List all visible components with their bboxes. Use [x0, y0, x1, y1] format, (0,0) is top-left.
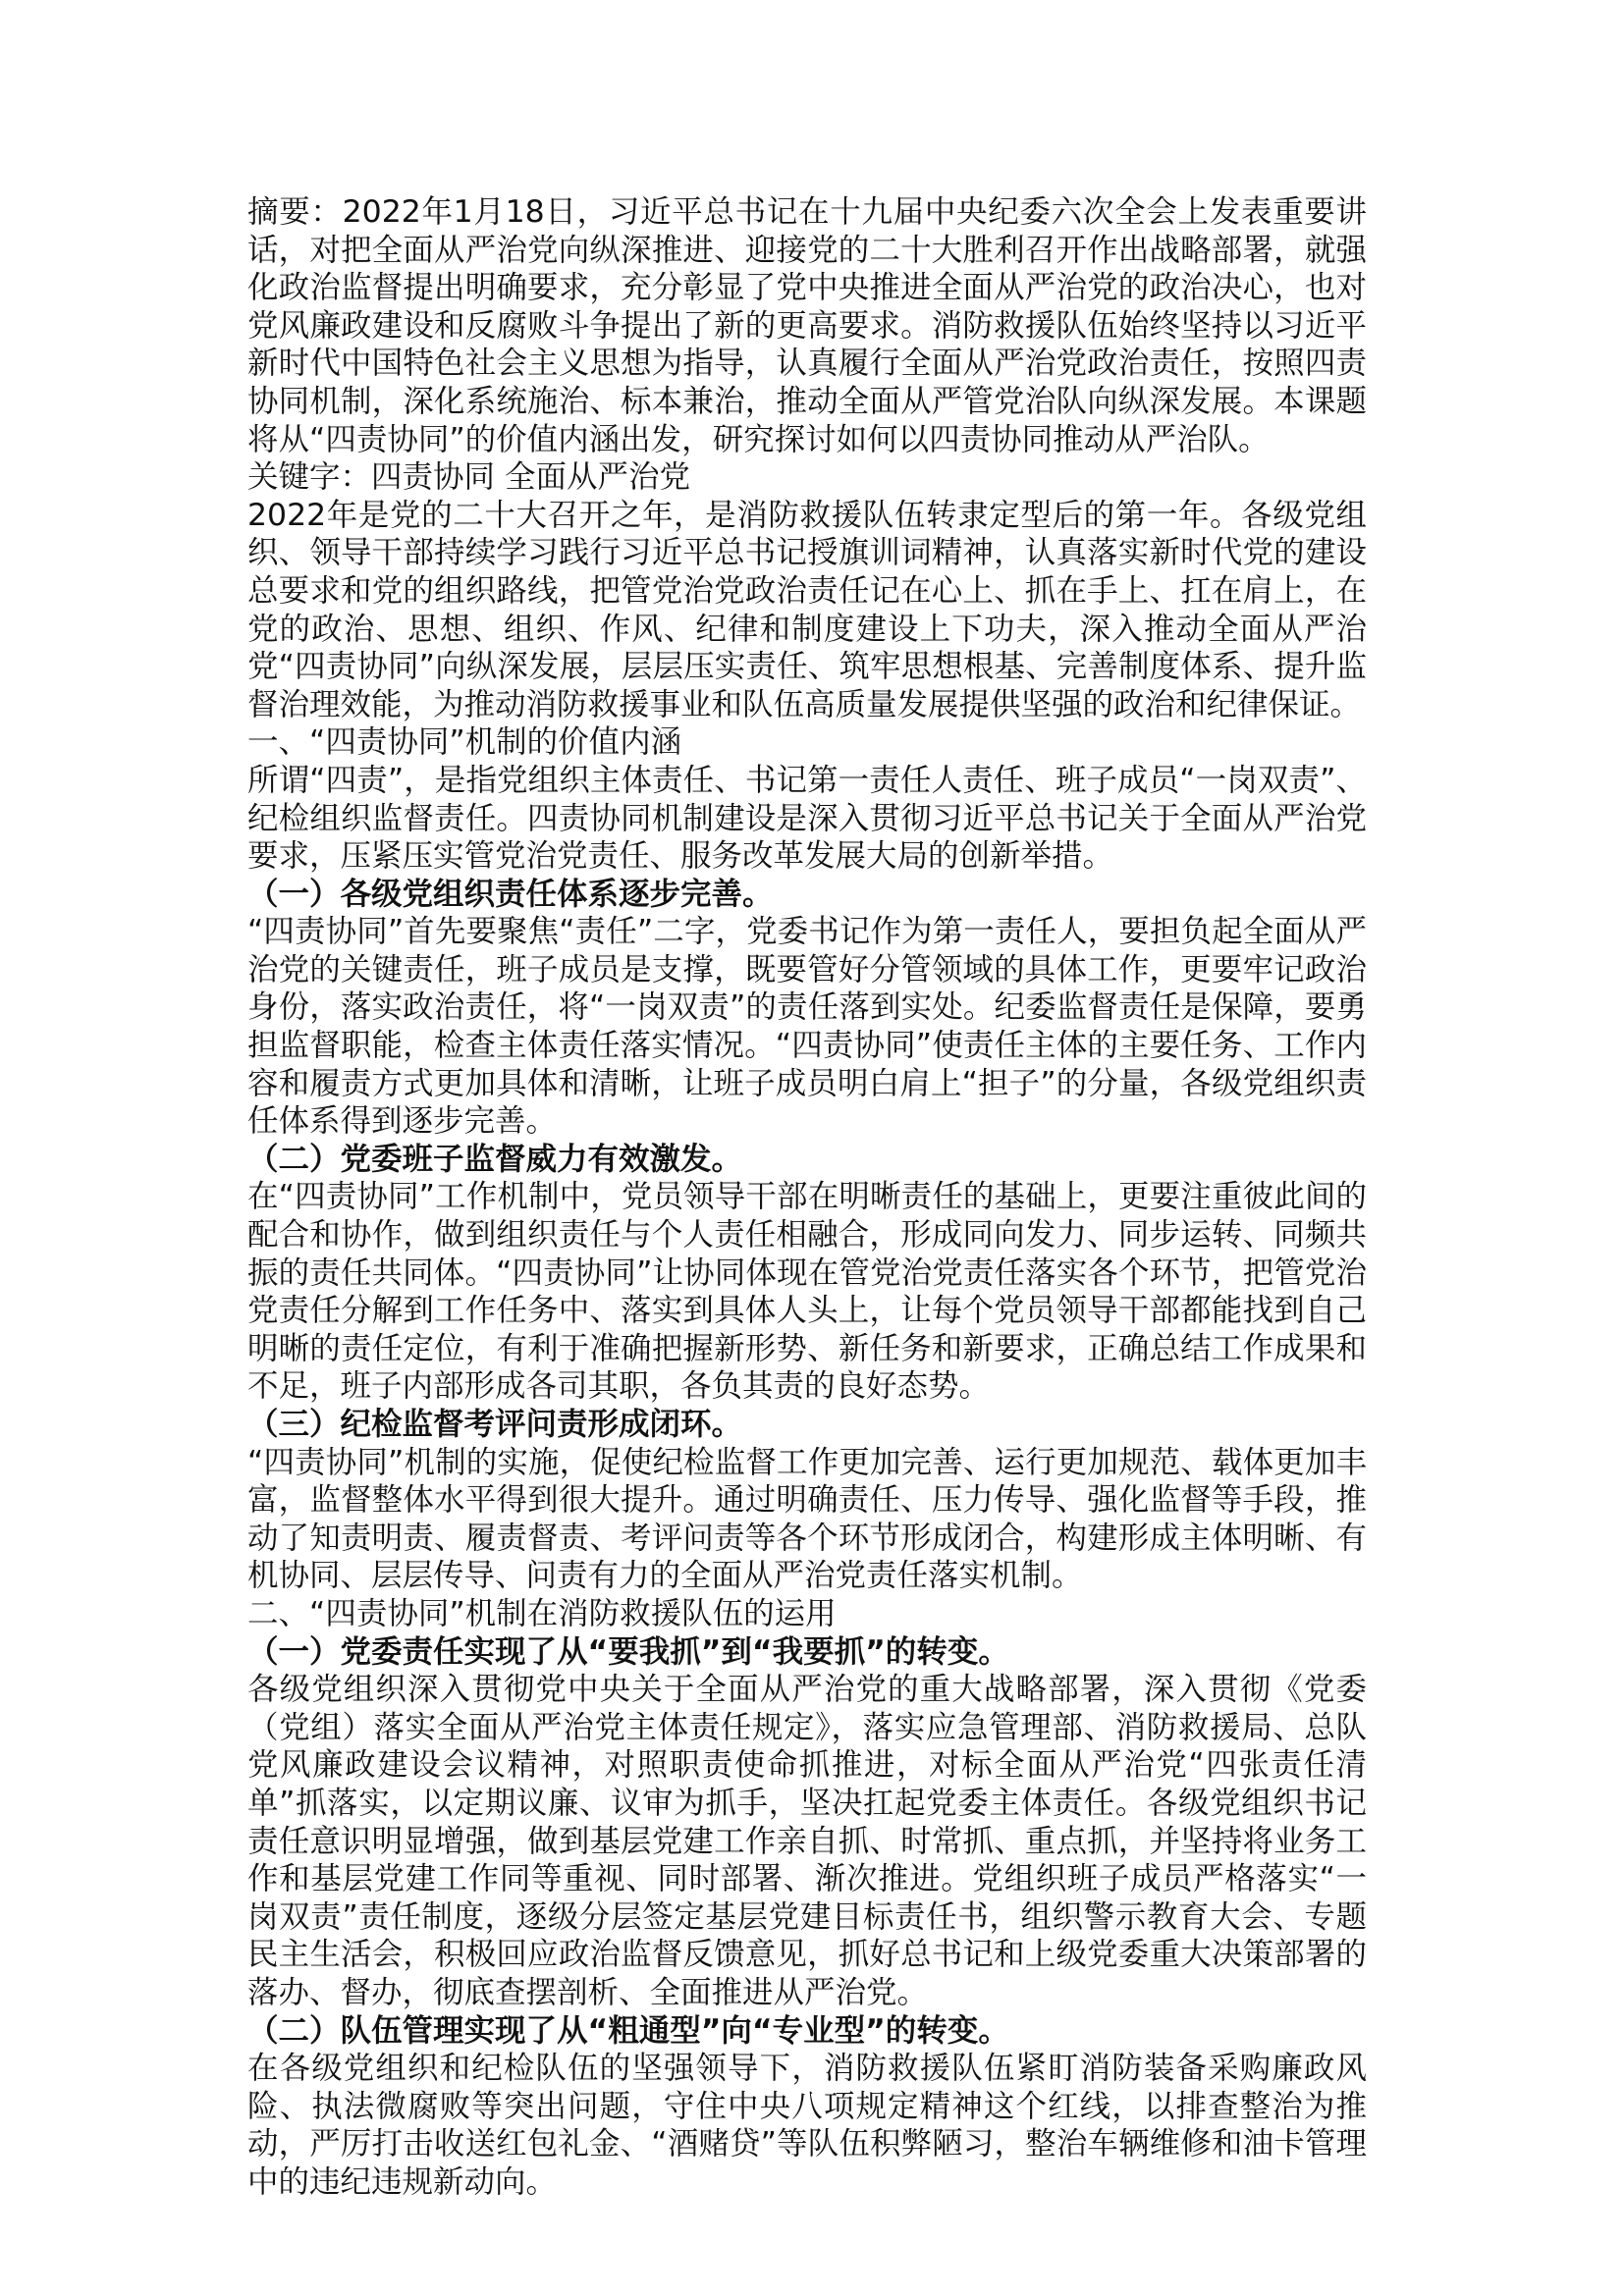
section-1-subsection-3-title: （三）纪检监督考评问责形成闭环。 — [247, 1407, 743, 1442]
abstract-paragraph: 摘要：2022年1月18日，习近平总书记在十九届中央纪委六次全会上发表重要讲话，对把全面从严治党向纵深推进、迎接党的二十大胜利召开作出战略部署，就强化政治监督提出明确要求，充分彰显了党中央推进全面从严治党的政治决心，也对党风廉政建设和反腐败斗争提出了新的更高要求。消防救援队伍始终坚持以习近平新时代中国特色社会主义思想为指导，认真履行全面从严治党政治责任，按照四责协同机制，深化系统施治、标本兼治，推动全面从严管党治队向纵深发展。本课题将从“四责协同”的价值内涵出发，研究探讨如何以四责协同推动从严治队。 — [247, 194, 1367, 457]
section-1-subsection-1-body: “四责协同”首先要聚焦“责任”二字，党委书记作为第一责任人，要担负起全面从严治党的关键责任，班子成员是支撑，既要管好分管领域的具体工作，更要牢记政治身份，落实政治责任，将“一岗双责”的责任落到实处。纪委监督责任是保障，要勇担监督职能，检查主体责任落实情况。“四责协同”使责任主体的主要任务、工作内容和履责方式更加具体和清晰，让班子成员明白肩上“担子”的分量，各级党组织责任体系得到逐步完善。 — [247, 914, 1367, 1140]
section-1-heading: 一、“四责协同”机制的价值内涵 — [247, 724, 682, 761]
section-1-subsection-2-title: （二）党委班子监督威力有效激发。 — [247, 1141, 743, 1177]
keywords-line: 关键字：四责协同 全面从严治党 — [247, 459, 691, 496]
section-1-subsection-3-body: “四责协同”机制的实施，促使纪检监督工作更加完善、运行更加规范、载体更加丰富，监督整体水平得到很大提升。通过明确责任、压力传导、强化监督等手段，推动了知责明责、履责督责、考评问责等各个环节形成闭合，构建形成主体明晰、有机协同、层层传导、问责有力的全面从严治党责任落实机制。 — [247, 1444, 1367, 1594]
intro-paragraph: 2022年是党的二十大召开之年，是消防救援队伍转隶定型后的第一年。各级党组织、领导干部持续学习践行习近平总书记授旗训词精神，认真落实新时代党的建设总要求和党的组织路线，把管党治党政治责任记在心上、抓在手上、扛在肩上，在党的政治、思想、组织、作风、纪律和制度建设上下功夫，深入推动全面从严治党“四责协同”向纵深发展，层层压实责任、筑牢思想根基、完善制度体系、提升监督治理效能，为推动消防救援事业和队伍高质量发展提供坚强的政治和纪律保证。 — [247, 497, 1367, 722]
section-1-intro: 所谓“四责”，是指党组织主体责任、书记第一责任人责任、班子成员“一岗双责”、纪检组织监督责任。四责协同机制建设是深入贯彻习近平总书记关于全面从严治党要求，压紧压实管党治党责任、服务改革发展大局的创新举措。 — [247, 762, 1367, 875]
section-1-subsection-2-body: 在“四责协同”工作机制中，党员领导干部在明晰责任的基础上，更要注重彼此间的配合和协作，做到组织责任与个人责任相融合，形成同向发力、同步运转、同频共振的责任共同体。“四责协同”让协同体现在管党治党责任落实各个环节，把管党治党责任分解到工作任务中、落实到具体人头上，让每个党员领导干部都能找到自己明晰的责任定位，有利于准确把握新形势、新任务和新要求，正确总结工作成果和不足，班子内部形成各司其职，各负其责的良好态势。 — [247, 1179, 1367, 1405]
document-page — [247, 193, 1367, 2201]
section-2-subsection-2-title: （二）队伍管理实现了从“粗通型”向“专业型”的转变。 — [247, 2012, 1009, 2049]
section-2-subsection-1-body: 各级党组织深入贯彻党中央关于全面从严治党的重大战略部署，深入贯彻《党委（党组）落实全面从严治党主体责任规定》，落实应急管理部、消防救援局、总队党风廉政建设会议精神，对照职责使命抓推进，对标全面从严治党“四张责任清单”抓落实，以定期议廉、议审为抓手，坚决扛起党委主体责任。各级党组织书记责任意识明显增强，做到基层党建工作亲自抓、时常抓、重点抓，并坚持将业务工作和基层党建工作同等重视、同时部署、渐次推进。党组织班子成员严格落实“一岗双责”责任制度，逐级分层签定基层党建目标责任书，组织警示教育大会、专题民主生活会，积极回应政治监督反馈意见，抓好总书记和上级党委重大决策部署的落办、督办，彻底查摆剖析、全面推进从严治党。 — [247, 1672, 1367, 2010]
section-2-subsection-2-body: 在各级党组织和纪检队伍的坚强领导下，消防救援队伍紧盯消防装备采购廉政风险、执法微腐败等突出问题，守住中央八项规定精神这个红线，以排查整治为推动，严厉打击收送红包礼金、“酒赌贷”等队伍积弊陋习，整治车辆维修和油卡管理中的违纪违规新动向。 — [247, 2051, 1367, 2200]
section-1-subsection-1-title: （一）各级党组织责任体系逐步完善。 — [247, 876, 774, 912]
section-2-heading: 二、“四责协同”机制在消防救援队伍的运用 — [247, 1595, 837, 1631]
section-2-subsection-1-title: （一）党委责任实现了从“要我抓”到“我要抓”的转变。 — [247, 1633, 1009, 1670]
